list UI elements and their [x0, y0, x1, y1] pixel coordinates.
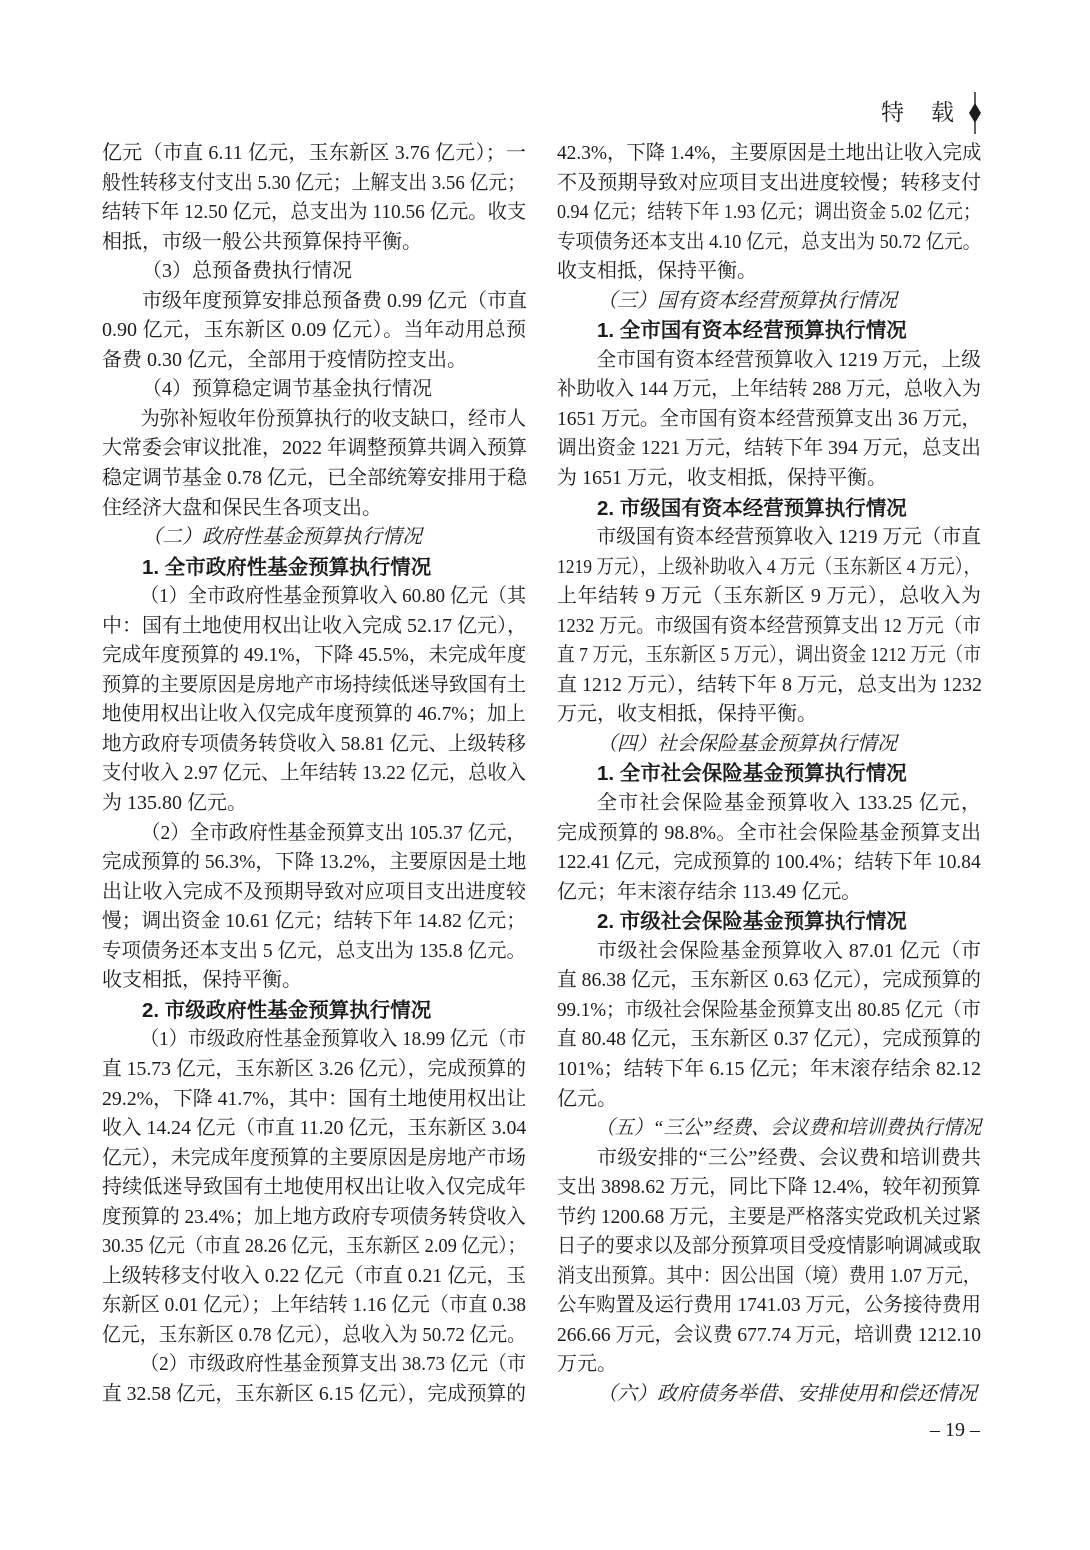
text-line: 日子的要求以及部分预算项目受疫情影响调减或取 [557, 1235, 981, 1258]
text-line: 地使用权出让收入仅完成年度预算的 46.7%；加上 [102, 703, 526, 726]
text-line: 0.94 亿元；结转下年 1.93 亿元；调出资金 5.02 亿元； [557, 201, 981, 224]
text-line: 为 1651 万元，收支相抵，保持平衡。 [557, 467, 887, 490]
text-line: 市级社会保险基金预算收入 87.01 亿元（市 [597, 939, 981, 962]
text-line: 42.3%，下降 1.4%，主要原因是土地出让收入完成 [557, 142, 982, 164]
text-line: 度预算的 23.4%；加上地方政府专项债务转贷收入 [102, 1205, 526, 1228]
text-line: 市级安排的“三公”经费、会议费和培训费共 [597, 1146, 981, 1169]
running-head [881, 92, 982, 134]
text-line: 支出 3898.62 万元，同比下降 12.4%，较年初预算 [557, 1176, 981, 1199]
text-line: 大常委会审议批准，2022 年调整预算共调入预算 [102, 437, 527, 460]
text-line: 出让收入完成不及预期导致对应项目支出进度较 [102, 880, 526, 903]
text-line: （2）全市政府性基金预算支出 105.37 亿元， [140, 821, 526, 844]
text-line: （1）市级政府性基金预算收入 18.99 亿元（市 [140, 1028, 526, 1051]
text-line: 亿元；年末滚存结余 113.49 亿元。 [557, 880, 862, 903]
text-line: （二）政府性基金预算执行情况 [142, 526, 422, 549]
text-line: 1219 万元），上级补助收入 4 万元（玉东新区 4 万元）， [557, 555, 981, 578]
text-line: 公车购置及运行费用 1741.03 万元，公务接待费用 [557, 1294, 981, 1317]
text-line: 万元，收支相抵，保持平衡。 [557, 703, 817, 726]
text-line: 2. 市级国有资本经营预算执行情况 [597, 496, 907, 520]
text-line: 消支出预算。其中：因公出国（境）费用 1.07 万元， [557, 1264, 981, 1287]
text-line: 东新区 0.01 亿元）；上年结转 1.16 亿元（市直 0.38 [102, 1294, 526, 1317]
text-line: 相抵，市级一般公共预算保持平衡。 [102, 230, 422, 253]
text-line: 完成年度预算的 49.1%，下降 45.5%，未完成年度 [102, 644, 527, 667]
text-line: 调出资金 1221 万元，结转下年 394 万元，总支出 [557, 437, 981, 460]
text-line: 直 32.58 亿元，玉东新区 6.15 亿元），完成预算的 [102, 1382, 526, 1405]
text-line: 266.66 万元，会议费 677.74 万元，培训费 1212.10 [557, 1323, 981, 1346]
text-line: 直 15.73 亿元，玉东新区 3.26 亿元），完成预算的 [102, 1057, 526, 1080]
text-line: 完成预算的 56.3%，下降 13.2%，主要原因是土地 [102, 851, 527, 874]
text-line: 全市社会保险基金预算收入 133.25 亿元， [597, 792, 981, 815]
text-line: 直 7 万元，玉东新区 5 万元），调出资金 1212 万元（市 [557, 644, 981, 667]
text-line: （三）国有资本经营预算执行情况 [597, 289, 897, 312]
text-line: 中：国有土地使用权出让收入完成 52.17 亿元）， [102, 614, 527, 637]
text-line: 122.41 亿元，完成预算的 100.4%；结转下年 10.84 [557, 851, 981, 874]
text-line: （4）预算稳定调节基金执行情况 [142, 378, 432, 401]
text-line: 99.1%；市级社会保险基金预算支出 80.85 亿元（市 [557, 998, 981, 1021]
text-line: 29.2%，下降 41.7%，其中：国有土地使用权出让 [102, 1087, 527, 1110]
text-line: （四）社会保险基金预算执行情况 [597, 732, 897, 755]
text-line: 为弥补短收年份预算执行的收支缺口，经市人 [140, 407, 526, 430]
text-line: 1. 全市国有资本经营预算执行情况 [597, 319, 907, 343]
text-line: 备费 0.30 亿元，全部用于疫情防控支出。 [102, 348, 467, 371]
text-line: 万元。 [557, 1353, 617, 1376]
text-line: （1）全市政府性基金预算收入 60.80 亿元（其 [140, 585, 526, 608]
text-line: 专项债务还本支出 5 亿元，总支出为 135.8 亿元。 [102, 939, 526, 962]
text-line: 1. 全市社会保险基金预算执行情况 [597, 762, 907, 786]
text-line: 直 86.38 亿元，玉东新区 0.63 亿元），完成预算的 [557, 969, 981, 992]
text-line: 101%；结转下年 6.15 亿元；年末滚存结余 82.12 [557, 1057, 981, 1080]
text-line: 上级转移支付收入 0.22 亿元（市直 0.21 亿元，玉 [102, 1264, 526, 1287]
text-line: 亿元），未完成年度预算的主要原因是房地产市场 [102, 1146, 526, 1169]
text-column-left [102, 139, 526, 1410]
page-number: – 19 – [930, 1419, 980, 1441]
text-line: 不及预期导致对应项目支出进度较慢；转移支付 [557, 171, 981, 194]
text-line: 直 1212 万元），结转下年 8 万元，总支出为 1232 [557, 673, 982, 696]
text-line: 结转下年 12.50 亿元，总支出为 110.56 亿元。收支 [102, 201, 527, 224]
text-line: 30.35 亿元（市直 28.26 亿元，玉东新区 2.09 亿元）； [102, 1235, 526, 1258]
text-line: 收支相抵，保持平衡。 [102, 969, 302, 992]
text-line: 稳定调节基金 0.78 亿元，已全部统筹安排用于稳 [102, 467, 527, 490]
text-line: 收入 14.24 亿元（市直 11.20 亿元，玉东新区 3.04 [102, 1117, 527, 1140]
text-line: 直 80.48 亿元，玉东新区 0.37 亿元），完成预算的 [557, 1028, 981, 1051]
text-line: 亿元。 [557, 1087, 617, 1110]
text-line: 为 135.80 亿元。 [102, 792, 247, 815]
text-line: 1. 全市政府性基金预算执行情况 [142, 555, 432, 579]
text-line: 节约 1200.68 万元，主要是严格落实党政机关过紧 [557, 1205, 981, 1228]
text-line: 收支相抵，保持平衡。 [557, 260, 757, 283]
text-line: 1232 万元。市级国有资本经营预算支出 12 万元（市 [557, 614, 981, 637]
text-line: 市级年度预算安排总预备费 0.99 亿元（市直 [142, 289, 527, 312]
text-line: 市级国有资本经营预算收入 1219 万元（市直 [596, 526, 981, 549]
text-line: 1651 万元。全市国有资本经营预算支出 36 万元， [557, 407, 981, 430]
text-line: 慢；调出资金 10.61 亿元；结转下年 14.82 亿元； [102, 910, 526, 933]
text-line: 亿元（市直 6.11 亿元，玉东新区 3.76 亿元）；一 [102, 142, 526, 164]
text-line: （3）总预备费执行情况 [142, 260, 352, 283]
text-line: 持续低迷导致国有土地使用权出让收入仅完成年 [102, 1176, 526, 1199]
text-line: （六）政府债务举借、安排使用和偿还情况 [597, 1382, 977, 1405]
diamond-with-bar-icon [968, 92, 982, 134]
text-line: 2. 市级政府性基金预算执行情况 [142, 998, 432, 1022]
text-line: 住经济大盘和保民生各项支出。 [102, 496, 382, 519]
text-line: 预算的主要原因是房地产市场持续低迷导致国有土 [102, 673, 526, 696]
text-line: 亿元，玉东新区 0.78 亿元），总收入为 50.72 亿元。 [102, 1323, 526, 1346]
text-line: 般性转移支付支出 5.30 亿元；上解支出 3.56 亿元； [102, 171, 526, 194]
text-line: （2）市级政府性基金预算支出 38.73 亿元（市 [140, 1353, 526, 1376]
text-line: 2. 市级社会保险基金预算执行情况 [597, 910, 907, 934]
text-line: 地方政府专项债务转贷收入 58.81 亿元、上级转移 [102, 732, 526, 755]
text-line: 专项债务还本支出 4.10 亿元，总支出为 50.72 亿元。 [557, 230, 981, 253]
text-line: 全市国有资本经营预算收入 1219 万元，上级 [596, 348, 981, 371]
text-column-right [557, 139, 981, 1410]
text-line: 支付收入 2.97 亿元、上年结转 13.22 亿元，总收入 [102, 762, 526, 785]
running-head-label: 特 载 [881, 100, 956, 125]
text-line: 0.90 亿元，玉东新区 0.09 亿元）。当年动用总预 [102, 319, 526, 342]
text-line: 上年结转 9 万元（玉东新区 9 万元），总收入为 [557, 585, 981, 608]
text-line: （五）“三公”经费、会议费和培训费执行情况 [595, 1117, 982, 1140]
text-line: 补助收入 144 万元，上年结转 288 万元，总收入为 [557, 378, 981, 401]
text-line: 完成预算的 98.8%。全市社会保险基金预算支出 [557, 821, 981, 844]
